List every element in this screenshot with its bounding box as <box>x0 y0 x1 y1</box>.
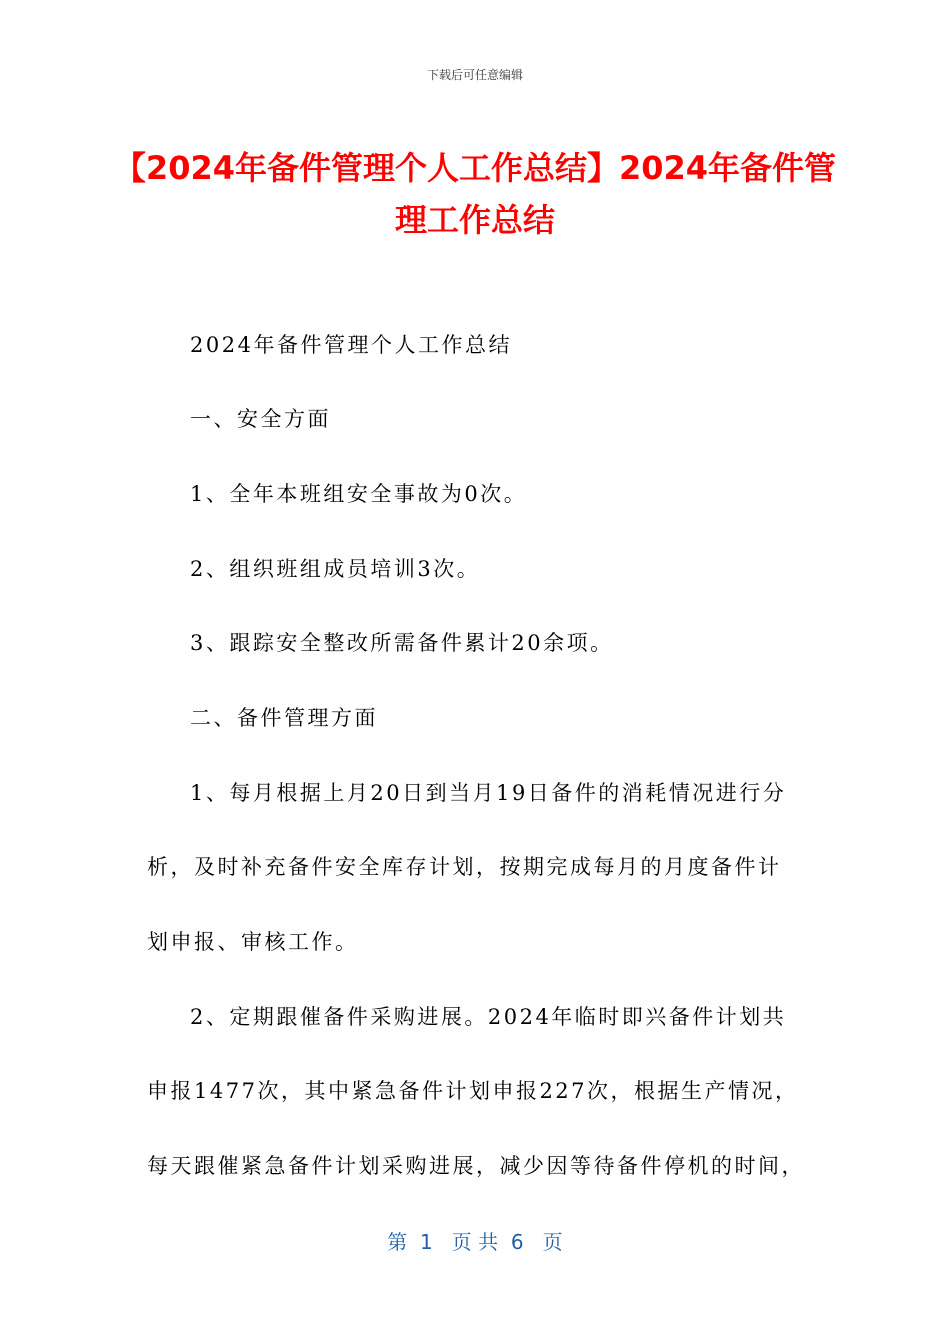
section-heading-spare-parts: 二、备件管理方面 <box>190 706 378 730</box>
paragraph-line: 划申报、审核工作。 <box>147 930 359 954</box>
paragraph-line: 1、每月根据上月20日到当月19日备件的消耗情况进行分 <box>190 781 787 805</box>
section-heading-safety: 一、安全方面 <box>190 407 331 431</box>
paragraph-line: 2、定期跟催备件采购进展。2024年临时即兴备件计划共 <box>190 1005 787 1029</box>
section-heading-main: 2024年备件管理个人工作总结 <box>190 333 512 357</box>
page-number-footer: 第 1 页 共 6 页 <box>387 1230 563 1254</box>
paragraph-line: 1、全年本班组安全事故为0次。 <box>190 482 528 506</box>
paragraph-line: 每天跟催紧急备件计划采购进展，减少因等待备件停机的时间， <box>147 1154 805 1178</box>
paragraph-line: 2、组织班组成员培训3次。 <box>190 557 481 581</box>
document-title: 【2024年备件管理个人工作总结】2024年备件管理工作总结 <box>113 149 837 239</box>
header-note: 下载后可任意编辑 <box>426 68 523 82</box>
paragraph-line: 3、跟踪安全整改所需备件累计20余项。 <box>190 631 614 655</box>
paragraph-line: 申报1477次，其中紧急备件计划申报227次，根据生产情况， <box>147 1079 799 1103</box>
paragraph-line: 析，及时补充备件安全库存计划，按期完成每月的月度备件计 <box>147 855 782 879</box>
